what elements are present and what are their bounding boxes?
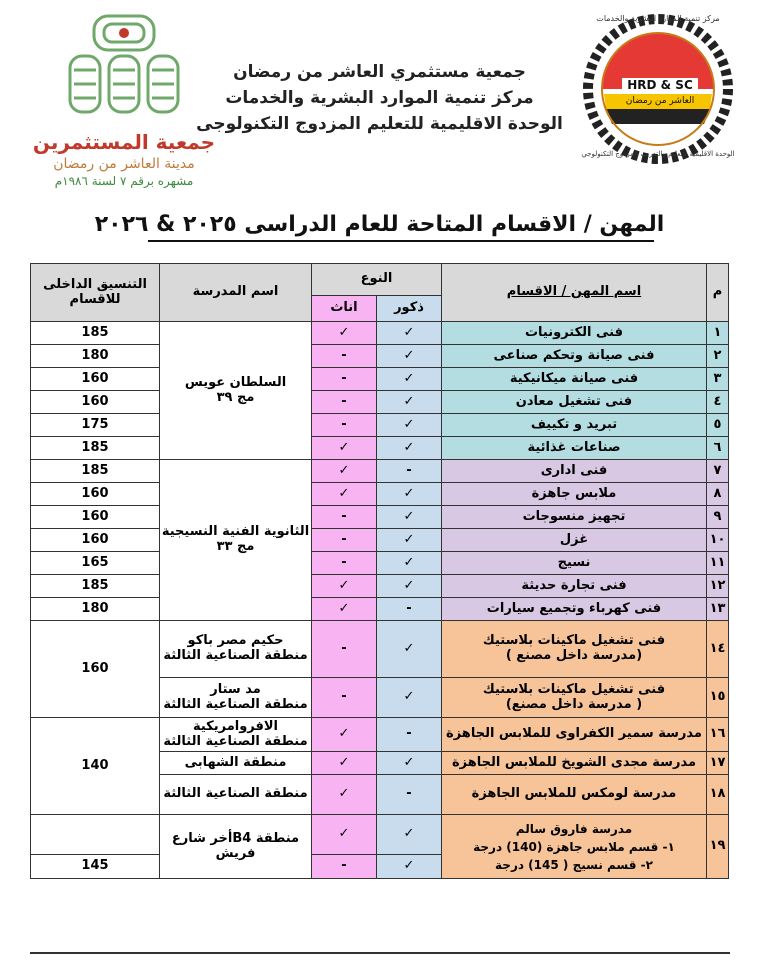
row-num: ٤ [707, 391, 729, 414]
row-profession-line1: فنى تشغيل ماكينات بلاستيك [482, 681, 666, 697]
row-female: - [312, 621, 377, 678]
school-location: مج ٣٩ [216, 389, 255, 405]
row-male: ✓ [377, 752, 442, 775]
row-profession: تجهيز منسوجات [442, 506, 707, 529]
row-female: - [312, 345, 377, 368]
row-profession: فنى الكترونيات [442, 322, 707, 345]
row-female: ✓ [312, 752, 377, 775]
row-male: ✓ [377, 552, 442, 575]
row-profession-sub1: ١- قسم ملابس جاهزة (140) درجة [473, 839, 675, 854]
row-male: ✓ [377, 575, 442, 598]
row-profession-line2: (مدرسة داخل مصنع ) [505, 648, 643, 663]
row-male: ✓ [377, 621, 442, 678]
school-cell [160, 621, 312, 678]
header-line-3: الوحدة الاقليمية للتعليم المزدوج التكنولوجى [196, 114, 563, 134]
row-male: ✓ [377, 529, 442, 552]
hrd-logo-bottom-text: الوحدة الاقليمية للتعليم والتدريب المزدوج التكنولوجي [581, 150, 735, 158]
row-num: ١٨ [707, 775, 729, 815]
row-female: - [312, 855, 377, 879]
school-cell: منطقة الشهابى [160, 752, 312, 775]
row-num: ١١ [707, 552, 729, 575]
row-female: ✓ [312, 460, 377, 483]
row-male: ✓ [377, 368, 442, 391]
row-num: ٣ [707, 368, 729, 391]
hrd-logo-abbr: HRD & SC [622, 78, 698, 92]
header-gender: النوع [312, 264, 442, 296]
bottom-divider [30, 952, 730, 954]
row-female: - [312, 414, 377, 437]
row-female: ✓ [312, 483, 377, 506]
row-profession: تبريد و تكييف [442, 414, 707, 437]
row-num: ١٢ [707, 575, 729, 598]
row-num: ١٧ [707, 752, 729, 775]
row-num: ١٥ [707, 678, 729, 718]
row-female: - [312, 529, 377, 552]
row-female: - [312, 552, 377, 575]
investors-city: مدينة العاشر من رمضان [53, 156, 195, 172]
row-score: 160 [31, 391, 160, 414]
school-location: منطقة الصناعية الثالثة [163, 648, 308, 663]
header-num: م [707, 264, 729, 322]
school-name: حكيم مصر باكو [187, 633, 284, 649]
school-name: الثانوية الفنية النسيجية [161, 524, 310, 540]
row-profession: فنى كهرباء وتجميع سيارات [442, 598, 707, 621]
row-score: 160 [31, 368, 160, 391]
row-female: ✓ [312, 718, 377, 752]
row-score: 175 [31, 414, 160, 437]
row-profession: فنى تشغيل معادن [442, 391, 707, 414]
row-score: 185 [31, 575, 160, 598]
school-cell: منطقة B4أخر شارع فريش [160, 815, 312, 879]
row-female: - [312, 391, 377, 414]
row-num: ١٦ [707, 718, 729, 752]
page-title: المهن / الاقسام المتاحة للعام الدراسى ٢٠٢٥ & ٢٠٢٦ [94, 212, 665, 237]
row-profession: فنى صيانة وتحكم صناعى [442, 345, 707, 368]
row-score: 160 [31, 529, 160, 552]
row-profession-line1: مدرسة فاروق سالم [515, 821, 633, 836]
row-num: ١٩ [707, 815, 729, 879]
row-score: 180 [31, 345, 160, 368]
row-male: - [377, 775, 442, 815]
row-score: 160 [31, 506, 160, 529]
row-female: - [312, 368, 377, 391]
row-profession: مدرسة سمير الكفراوى للملابس الجاهزة [442, 718, 707, 752]
row-score: 185 [31, 322, 160, 345]
row-num: ١٠ [707, 529, 729, 552]
merged-score: 140 [31, 718, 160, 815]
row-profession: مدرسة لومكس للملابس الجاهزة [442, 775, 707, 815]
professions-table [30, 263, 729, 879]
row-profession-sub2: ٢- قسم نسيج ( 145) درجة [495, 857, 653, 872]
row-profession: فنى صيانة ميكانيكية [442, 368, 707, 391]
row-num: ٥ [707, 414, 729, 437]
row-profession-line1: فنى تشغيل ماكينات بلاستيك [482, 633, 666, 649]
school-location: منطقة الصناعية الثالثة [163, 733, 308, 749]
row-profession: غزل [442, 529, 707, 552]
row-num: ٢ [707, 345, 729, 368]
row-male: ✓ [377, 322, 442, 345]
school-location: منطقة الصناعية الثالثة [163, 696, 308, 712]
school-location: مج ٣٣ [216, 539, 255, 554]
header-profession: اسم المهن / الاقسام [442, 264, 707, 322]
hrd-logo [574, 14, 742, 164]
row-female: ✓ [312, 437, 377, 460]
row-female: ✓ [312, 598, 377, 621]
school-name: الافروامريكية [192, 718, 279, 734]
school-name: السلطان عويس [184, 374, 287, 390]
row-profession [442, 815, 707, 879]
row-female: ✓ [312, 775, 377, 815]
row-male: ✓ [377, 391, 442, 414]
row-female: ✓ [312, 815, 377, 855]
row-profession [442, 621, 707, 678]
title-underline [148, 240, 654, 242]
hrd-logo-top-text: مركز تنمية الموارد البشرية والخدمات [596, 14, 720, 23]
row-female: - [312, 678, 377, 718]
row-male: ✓ [377, 437, 442, 460]
row-num: ١ [707, 322, 729, 345]
row-male: ✓ [377, 506, 442, 529]
row-male: - [377, 598, 442, 621]
row-num: ٧ [707, 460, 729, 483]
row-male: ✓ [377, 345, 442, 368]
row-female: - [312, 506, 377, 529]
school-cell [160, 718, 312, 752]
row-score: 185 [31, 460, 160, 483]
hrd-logo-sub: العاشر من رمضان [625, 96, 695, 106]
row-male: ✓ [377, 855, 442, 879]
row-profession: ملابس جاهزة [442, 483, 707, 506]
school-cell [160, 322, 312, 460]
header-line-1: جمعية مستثمري العاشر من رمضان [233, 62, 526, 82]
row-profession: مدرسة مجدى الشويخ للملابس الجاهزة [442, 752, 707, 775]
row-score: 160 [31, 483, 160, 506]
row-score: 165 [31, 552, 160, 575]
row-male: ✓ [377, 678, 442, 718]
investors-emblem-icon [64, 10, 184, 120]
row-score: 185 [31, 437, 160, 460]
row-score-empty [31, 815, 160, 855]
school-name: مد ستار [210, 681, 261, 697]
investors-logo [24, 10, 224, 200]
merged-score: 145 [31, 855, 160, 879]
header-line-2: مركز تنمية الموارد البشرية والخدمات [225, 88, 534, 108]
school-cell [160, 460, 312, 621]
school-cell: منطقة الصناعية الثالثة [160, 775, 312, 815]
row-female: ✓ [312, 575, 377, 598]
header-score: التنسيق الداخلى للاقسام [31, 264, 160, 322]
row-profession-line2: ( مدرسة داخل مصنع) [505, 696, 643, 712]
row-male: - [377, 460, 442, 483]
merged-score: 160 [31, 621, 160, 718]
row-profession: صناعات غذائية [442, 437, 707, 460]
row-profession: فنى ادارى [442, 460, 707, 483]
row-num: ١٤ [707, 621, 729, 678]
row-female: ✓ [312, 322, 377, 345]
row-num: ٩ [707, 506, 729, 529]
row-num: ١٣ [707, 598, 729, 621]
header-school: اسم المدرسة [160, 264, 312, 322]
row-profession [442, 678, 707, 718]
row-profession: نسيج [442, 552, 707, 575]
investors-registration: مشهره برقم ٧ لسنة ١٩٨٦م [54, 174, 194, 188]
row-score: 180 [31, 598, 160, 621]
header-female: اناث [312, 296, 377, 322]
row-profession: فنى تجارة حديثة [442, 575, 707, 598]
row-num: ٦ [707, 437, 729, 460]
header-male: ذكور [377, 296, 442, 322]
row-male: ✓ [377, 483, 442, 506]
row-male: - [377, 718, 442, 752]
row-male: ✓ [377, 414, 442, 437]
row-num: ٨ [707, 483, 729, 506]
row-male: ✓ [377, 815, 442, 855]
investors-name: جمعية المستثمرين [32, 130, 216, 154]
school-cell [160, 678, 312, 718]
